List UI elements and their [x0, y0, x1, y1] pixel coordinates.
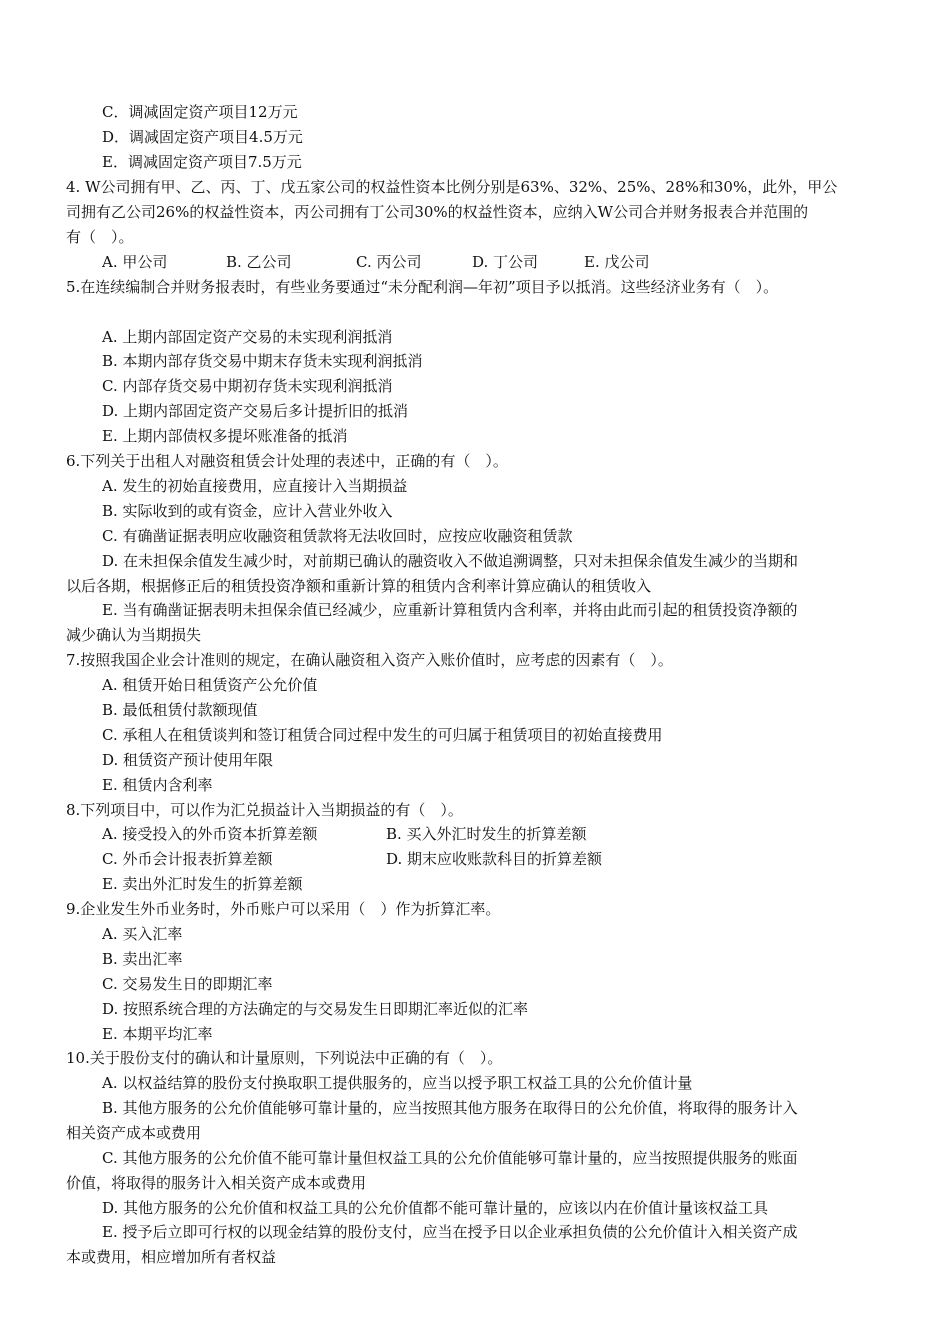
q9-stem: 9.企业发生外币业务时，外币账户可以采用（ ）作为折算汇率。 — [66, 900, 501, 918]
q6-option-d-line-1: D. 在未担保余值发生减少时，对前期已确认的融资收入不做追溯调整，只对未担保余值发生减少的当期和 — [102, 552, 799, 570]
q8-option-d: D. 期末应收账款科目的折算差额 — [386, 850, 603, 868]
q8-option-c: C. 外币会计报表折算差额 — [102, 850, 273, 868]
q4-stem-line-3: 有（ ）。 — [66, 228, 134, 246]
q10-option-c-line-1: C. 其他方服务的公允价值不能可靠计量但权益工具的公允价值能够可靠计量的，应当按照提供服务的账面 — [102, 1149, 798, 1167]
q8-option-b: B. 买入外汇时发生的折算差额 — [386, 825, 587, 843]
q8-option-a: A. 接受投入的外币资本折算差额 — [102, 825, 318, 843]
q9-option-e: E. 本期平均汇率 — [102, 1025, 213, 1043]
q6-option-d-line-2: 以后各期，根据修正后的租赁投资净额和重新计算的租赁内含利率计算应确认的租赁收入 — [66, 577, 652, 595]
q5-stem: 5.在连续编制合并财务报表时，有些业务要通过“未分配利润—年初”项目予以抵消。这些经济业务有（ ）。 — [66, 278, 779, 296]
q4-option-d: D. 丁公司 — [472, 253, 539, 271]
q9-option-b: B. 卖出汇率 — [102, 950, 183, 968]
q5-option-e: E. 上期内部债权多提坏账准备的抵消 — [102, 427, 348, 445]
q6-option-a: A. 发生的初始直接费用，应直接计入当期损益 — [102, 477, 408, 495]
q8-stem: 8.下列项目中，可以作为汇兑损益计入当期损益的有（ ）。 — [66, 801, 463, 819]
q8-option-e: E. 卖出外汇时发生的折算差额 — [102, 875, 303, 893]
q3-option-e: E．调减固定资产项目7.5万元 — [102, 153, 302, 171]
q6-option-e-line-2: 减少确认为当期损失 — [66, 626, 202, 644]
q5-option-d: D. 上期内部固定资产交易后多计提折旧的抵消 — [102, 402, 409, 420]
q7-option-a: A. 租赁开始日租赁资产公允价值 — [102, 676, 318, 694]
q4-option-e: E. 戊公司 — [584, 253, 650, 271]
q9-option-c: C. 交易发生日的即期汇率 — [102, 975, 273, 993]
q10-option-e-line-2: 本或费用，相应增加所有者权益 — [66, 1248, 277, 1266]
q10-option-d: D. 其他方服务的公允价值和权益工具的公允价值都不能可靠计量的，应该以内在价值计量该权益工具 — [102, 1199, 769, 1217]
q10-option-b-line-1: B. 其他方服务的公允价值能够可靠计量的，应当按照其他方服务在取得日的公允价值，将取得的服务计入 — [102, 1099, 798, 1117]
q10-option-c-line-2: 价值，将取得的服务计入相关资产成本或费用 — [66, 1174, 367, 1192]
q4-option-b: B. 乙公司 — [226, 253, 292, 271]
q6-option-b: B. 实际收到的或有资金，应计入营业外收入 — [102, 502, 393, 520]
q4-option-a: A. 甲公司 — [102, 253, 168, 271]
q7-option-d: D. 租赁资产预计使用年限 — [102, 751, 274, 769]
q6-stem: 6.下列关于出租人对融资租赁会计处理的表述中，正确的有（ ）。 — [66, 452, 508, 470]
q5-option-c: C. 内部存货交易中期初存货未实现利润抵消 — [102, 377, 393, 395]
q4-option-c: C. 丙公司 — [356, 253, 422, 271]
q4-stem-line-2: 司拥有乙公司26%的权益性资本，丙公司拥有丁公司30%的权益性资本，应纳入W公司合并财务报表合并范围的 — [66, 203, 809, 221]
q7-stem: 7.按照我国企业会计准则的规定，在确认融资租入资产入账价值时，应考虑的因素有（ ）。 — [66, 651, 673, 669]
q6-option-e-line-1: E. 当有确凿证据表明未担保余值已经减少，应重新计算租赁内含利率，并将由此而引起的租赁投资净额的 — [102, 601, 798, 619]
q4-stem-line-1: 4. W公司拥有甲、乙、丙、丁、戊五家公司的权益性资本比例分别是63%、32%、25%、28%和30%，此外，甲公 — [66, 178, 838, 196]
q10-stem: 10.关于股份支付的确认和计量原则，下列说法中正确的有（ ）。 — [66, 1049, 503, 1067]
q10-option-b-line-2: 相关资产成本或费用 — [66, 1124, 202, 1142]
q5-option-b: B. 本期内部存货交易中期末存货未实现利润抵消 — [102, 352, 423, 370]
q7-option-b: B. 最低租赁付款额现值 — [102, 701, 258, 719]
q9-option-a: A. 买入汇率 — [102, 925, 183, 943]
q10-option-a: A. 以权益结算的股份支付换取职工提供服务的，应当以授予职工权益工具的公允价值计量 — [102, 1074, 693, 1092]
q3-option-d: D．调减固定资产项目4.5万元 — [102, 128, 303, 146]
q10-option-e-line-1: E. 授予后立即可行权的以现金结算的股份支付，应当在授予日以企业承担负债的公允价值计入相关资产成 — [102, 1223, 798, 1241]
q7-option-e: E. 租赁内含利率 — [102, 776, 213, 794]
q7-option-c: C. 承租人在租赁谈判和签订租赁合同过程中发生的可归属于租赁项目的初始直接费用 — [102, 726, 663, 744]
q6-option-c: C. 有确凿证据表明应收融资租赁款将无法收回时，应按应收融资租赁款 — [102, 527, 573, 545]
q5-option-a: A. 上期内部固定资产交易的未实现利润抵消 — [102, 328, 393, 346]
q9-option-d: D. 按照系统合理的方法确定的与交易发生日即期汇率近似的汇率 — [102, 1000, 529, 1018]
q3-option-c: C．调减固定资产项目12万元 — [102, 103, 298, 121]
